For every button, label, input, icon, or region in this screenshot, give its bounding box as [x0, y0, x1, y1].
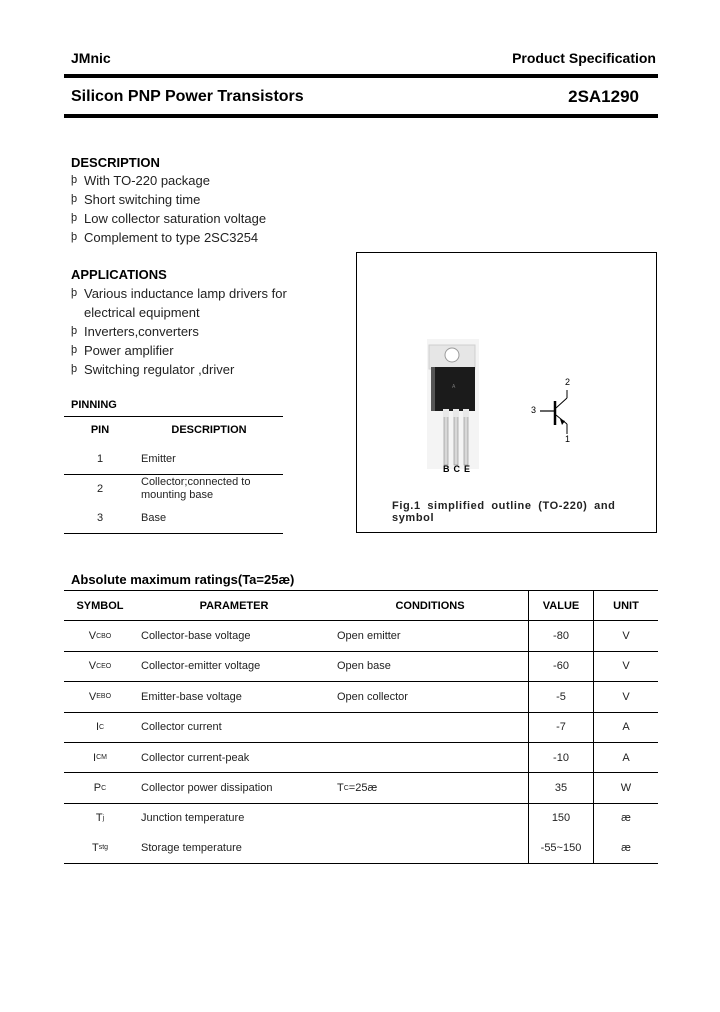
list-item: þ Switching regulator ,driver: [71, 362, 235, 377]
conditions-cell: [337, 713, 527, 742]
value-cell: 150: [528, 804, 593, 833]
table-header-row: [64, 590, 658, 620]
conditions-cell: Open emitter: [337, 630, 401, 643]
parameter-cell: Collector current: [141, 721, 222, 734]
ratings-table: [64, 590, 658, 864]
value-cell: -80: [528, 621, 593, 650]
symbol-cell: I CM: [93, 751, 107, 764]
unit-cell: æ: [593, 833, 658, 862]
column-header-conditions: CONDITIONS: [395, 599, 465, 612]
symbol-cell: V CBO: [88, 630, 112, 643]
symbol-pin-collector: 2: [565, 377, 571, 387]
figure-caption: Fig.1 simplified outline (TO-220) and symbol: [392, 500, 616, 524]
value-cell: 35: [528, 773, 593, 802]
lead-labels: BCE: [443, 464, 475, 474]
pnp-transistor-symbol-icon: [357, 253, 658, 534]
parameter-cell: Junction temperature: [141, 812, 245, 825]
column-header-parameter: PARAMETER: [199, 599, 269, 612]
list-item: þ Various inductance lamp drivers for electrical equipment: [71, 286, 287, 320]
header-divider: [64, 74, 658, 78]
bullet-icon: þ: [71, 287, 78, 299]
symbol-cell: V CEO: [88, 660, 112, 673]
unit-cell: æ: [593, 804, 658, 833]
symbol-cell: T j: [95, 812, 105, 825]
symbol-cell: T stg: [91, 841, 109, 854]
pin-number: 3: [96, 512, 104, 524]
bullet-icon: þ: [71, 212, 78, 224]
list-item: þ Power amplifier: [71, 343, 174, 358]
figure-outline-and-symbol: [356, 252, 657, 533]
column-header-symbol: SYMBOL: [76, 599, 124, 612]
value-cell: -55~150: [528, 833, 593, 862]
conditions-cell: T C =25æ: [337, 782, 378, 795]
parameter-cell: Collector current-peak: [141, 751, 250, 764]
conditions-cell: [337, 804, 527, 833]
table-row: [64, 772, 658, 802]
list-item: þ Inverters,converters: [71, 324, 199, 339]
table-row: [64, 712, 658, 742]
table-row: [64, 833, 658, 863]
value-cell: -60: [528, 652, 593, 681]
pin-number: 1: [96, 453, 104, 465]
table-row: [64, 620, 658, 650]
value-cell: -5: [528, 682, 593, 711]
table-row: [64, 681, 658, 711]
table-divider: [64, 533, 283, 534]
part-number: 2SA1290: [568, 87, 639, 106]
conditions-cell: [337, 743, 527, 772]
column-header-value: VALUE: [528, 591, 593, 620]
conditions-cell: Open collector: [337, 690, 408, 703]
page-title: Silicon PNP Power Transistors: [71, 88, 304, 105]
list-item: þ Complement to type 2SC3254: [71, 230, 259, 245]
ratings-heading: Absolute maximum ratings(Ta=25æ): [71, 572, 295, 587]
conditions-cell: [337, 833, 527, 862]
symbol-cell: I C: [95, 721, 105, 734]
bullet-icon: þ: [71, 193, 78, 205]
brand-name: JMnic: [71, 50, 111, 66]
bullet-icon: þ: [71, 363, 78, 375]
column-header-description: DESCRIPTION: [171, 424, 247, 436]
bullet-icon: þ: [71, 174, 78, 186]
parameter-cell: Collector-base voltage: [141, 630, 251, 643]
table-divider: [64, 416, 283, 417]
bullet-icon: þ: [71, 231, 78, 243]
applications-list: [71, 284, 291, 379]
list-item: þ Short switching time: [71, 192, 201, 207]
description-heading: DESCRIPTION: [71, 155, 160, 170]
pin-description: Collector;connected to mounting base: [141, 476, 251, 501]
value-cell: -10: [528, 743, 593, 772]
symbol-pin-emitter: 1: [565, 434, 571, 444]
parameter-cell: Collector-emitter voltage: [141, 660, 261, 673]
pin-description: Base: [141, 512, 167, 524]
list-item: þ With TO-220 package: [71, 173, 210, 188]
title-divider: [64, 114, 658, 118]
pinning-heading: PINNING: [71, 399, 117, 411]
symbol-cell: V EBO: [88, 690, 112, 703]
symbol-cell: P C: [93, 782, 107, 795]
table-row: [64, 742, 658, 772]
bullet-icon: þ: [71, 325, 78, 337]
unit-cell: V: [593, 682, 658, 711]
bullet-icon: þ: [71, 344, 78, 356]
applications-heading: APPLICATIONS: [71, 267, 167, 282]
svg-text:A: A: [452, 384, 456, 390]
pin-description: Emitter: [141, 453, 176, 465]
table-row: [64, 803, 658, 833]
unit-cell: W: [593, 773, 658, 802]
unit-cell: V: [593, 652, 658, 681]
description-list: [71, 171, 331, 247]
conditions-cell: Open base: [337, 660, 391, 673]
parameter-cell: Storage temperature: [141, 841, 242, 854]
parameter-cell: Collector power dissipation: [141, 782, 273, 795]
table-row: [64, 651, 658, 681]
parameter-cell: Emitter-base voltage: [141, 690, 242, 703]
pinning-table: [64, 416, 283, 536]
pin-number: 2: [96, 483, 104, 495]
column-header-pin: PIN: [90, 424, 110, 436]
symbol-pin-base: 3: [531, 405, 537, 415]
document-type: Product Specification: [512, 50, 656, 66]
unit-cell: A: [593, 743, 658, 772]
column-header-unit: UNIT: [593, 591, 658, 620]
table-divider: [64, 474, 283, 475]
unit-cell: V: [593, 621, 658, 650]
value-cell: -7: [528, 713, 593, 742]
list-item: þ Low collector saturation voltage: [71, 211, 267, 226]
unit-cell: A: [593, 713, 658, 742]
